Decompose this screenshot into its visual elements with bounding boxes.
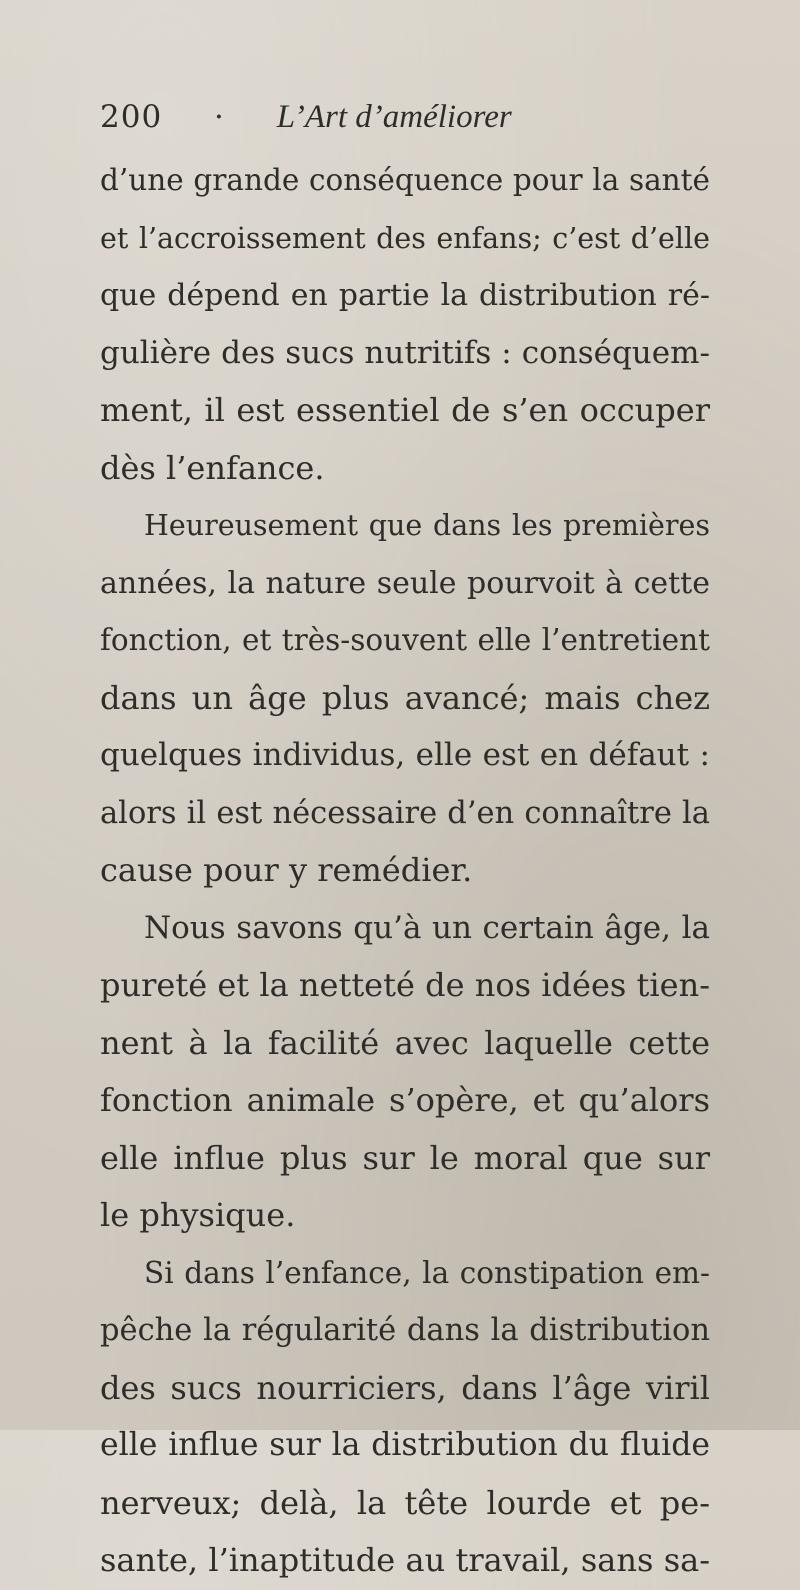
text-line: quelques individus, elle est en défaut : (100, 737, 710, 773)
text-line: gulière des sucs nutritifs : conséquem- (100, 334, 710, 371)
text-line: ment, il est essentiel de s’en occuper (100, 391, 710, 429)
text-line: nerveux; delà, la tête lourde et pe- (100, 1483, 710, 1522)
paragraph-end-line: cause pour y remédier. (100, 851, 473, 889)
header-separator: · (214, 99, 225, 135)
text-line: sante, l’inaptitude au travail, sans sa- (100, 1541, 710, 1579)
text-line: fonction, et très-souvent elle l’entretient (100, 623, 710, 657)
text-line: pêche la régularité dans la distribution (100, 1313, 710, 1348)
paragraph-end-line: le physique. (100, 1196, 296, 1234)
page-number: 200 (100, 99, 163, 135)
text-line: nent à la facilité avec laquelle cette (100, 1023, 710, 1062)
text-line: des sucs nourriciers, dans l’âge viril (100, 1368, 710, 1407)
running-head (100, 92, 740, 142)
text-line: et l’accroissement des enfans; c’est d’elle (100, 221, 710, 255)
paragraph-start-line: Nous savons qu’à un certain âge, la (144, 909, 710, 946)
text-line: elle influe sur la distribution du fluide (100, 1427, 710, 1463)
paragraph-end-line: dès l’enfance. (100, 448, 325, 487)
text-line: d’une grande conséquence pour la santé (100, 163, 710, 197)
paragraph-start-line: Heureusement que dans les premières (144, 509, 710, 542)
text-line: que dépend en partie la distribution ré- (100, 278, 710, 313)
text-line: elle influe plus sur le moral que sur (100, 1138, 710, 1177)
text-line: années, la nature seule pourvoit à cette (100, 565, 710, 601)
text-line: pureté et la netteté de nos idées tien- (100, 966, 710, 1004)
body-text (100, 152, 710, 1590)
paragraph-start-line: Si dans l’enfance, la constipation em- (144, 1255, 710, 1290)
text-line: alors il est nécessaire d’en connaître la (100, 795, 710, 831)
text-line: fonction animale s’opère, et qu’alors (100, 1081, 710, 1119)
running-title: L’Art d’améliorer (276, 99, 512, 135)
text-line: dans un âge plus avancé; mais chez (100, 678, 710, 717)
